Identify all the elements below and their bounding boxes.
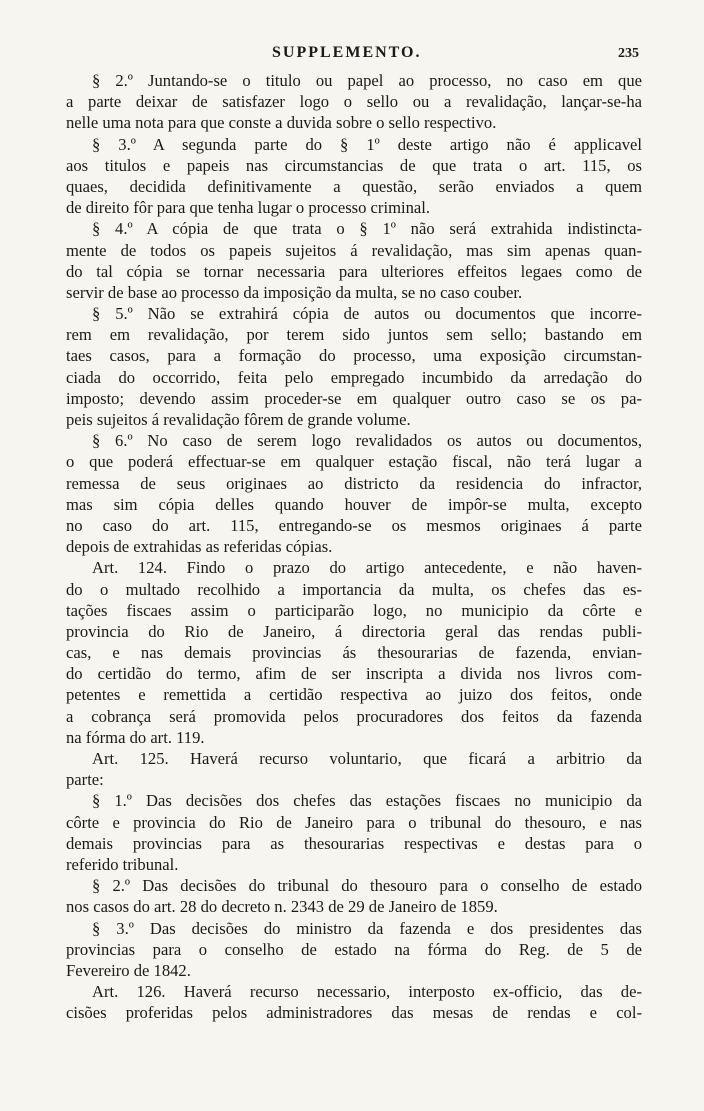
text-line: provincias para o conselho de estado na fórma do Reg. de 5 de <box>66 939 642 959</box>
text-line: § 4.º A cópia de que trata o § 1º não será extrahida indistincta- <box>92 219 642 239</box>
text-line: taes casos, para a formação do processo, uma exposição circumstan- <box>66 346 642 366</box>
text-line: Fevereiro de 1842. <box>66 960 191 980</box>
text-line: ciada do occorrido, feita pelo empregado incumbido da arredação do <box>66 367 642 387</box>
text-line: Art. 126. Haverá recurso necessario, interposto ex-officio, das de- <box>92 982 642 1002</box>
page-header <box>0 40 704 68</box>
text-line: na fórma do art. 119. <box>66 727 205 747</box>
text-line: referido tribunal. <box>66 854 179 874</box>
text-line: no caso do art. 115, entregando-se os mesmos originaes á parte <box>66 515 642 535</box>
text-line: mas sim cópia delles quando houver de impôr-se multa, excepto <box>66 494 642 514</box>
text-line: do o multado recolhido a importancia da multa, os chefes das es- <box>66 579 642 599</box>
text-line: aos titulos e papeis nas circumstancias de que trata o art. 115, os <box>66 155 642 175</box>
text-line: depois de extrahidas as referidas cópias. <box>66 537 333 557</box>
text-line: a parte deixar de satisfazer logo o sello ou a revalidação, lançar-se-ha <box>66 92 642 112</box>
text-line: parte: <box>66 770 104 790</box>
text-line: côrte e provincia do Rio de Janeiro para o tribunal do thesouro, e nas <box>66 812 642 832</box>
text-line: a cobrança será promovida pelos procuradores dos feitos da fazenda <box>66 706 642 726</box>
text-line: petentes e remettida a certidão respectiva ao juizo dos feitos, onde <box>66 685 642 705</box>
text-line: § 5.º Não se extrahirá cópia de autos ou documentos que incorre- <box>92 304 642 324</box>
text-line: § 2.º Juntando-se o titulo ou papel ao processo, no caso em que <box>92 71 642 90</box>
text-line: quaes, decidida definitivamente a questão, serão enviados a quem <box>66 176 642 196</box>
text-line: o que poderá effectuar-se em qualquer estação fiscal, não terá lugar a <box>66 452 642 472</box>
text-line: servir de base ao processo da imposição da multa, se no caso couber. <box>66 282 523 302</box>
page-number: 235 <box>618 46 639 61</box>
text-line: do certidão do termo, afim de ser inscripta a divida nos livros com- <box>66 664 642 684</box>
text-line: Art. 125. Haverá recurso voluntario, que ficará a arbitrio da <box>92 749 642 768</box>
text-line: rem em revalidação, por terem sido juntos sem sello; bastando em <box>66 325 642 345</box>
text-line: cas, e nas demais provincias ás thesourarias de fazenda, envian- <box>66 643 642 663</box>
text-line: de direito fôr para que tenha lugar o processo criminal. <box>66 198 431 218</box>
text-line: nos casos do art. 28 do decreto n. 2343 de 29 de Janeiro de 1859. <box>66 897 498 917</box>
text-line: mente de todos os papeis sujeitos á revalidação, mas sim apenas quan- <box>66 240 642 260</box>
text-line: nelle uma nota para que conste a duvida sobre o sello respectivo. <box>66 113 497 133</box>
text-line: cisões proferidas pelos administradores das mesas de rendas e col- <box>66 1003 642 1023</box>
text-line: § 3.º A segunda parte do § 1º deste artigo não é applicavel <box>92 134 642 154</box>
body-text <box>66 70 642 1023</box>
text-line: remessa de seus originaes ao districto da residencia do infractor, <box>66 473 642 493</box>
text-line: § 2.º Das decisões do tribunal do thesouro para o conselho de estado <box>92 876 642 896</box>
text-line: § 3.º Das decisões do ministro da fazenda e dos presidentes das <box>92 918 642 938</box>
text-line: peis sujeitos á revalidação fôrem de grande volume. <box>66 410 411 429</box>
text-line: do tal cópia se tornar necessaria para ulteriores effeitos legaes como de <box>66 261 642 281</box>
text-line: imposto; devendo assim proceder-se em qualquer outro caso se os pa- <box>66 388 642 408</box>
text-line: demais provincias para as thesourarias respectivas e destas para o <box>66 833 642 853</box>
running-title: SUPPLEMENTO. <box>272 44 422 61</box>
text-line: § 6.º No caso de serem logo revalidados os autos ou documentos, <box>92 431 642 451</box>
text-line: tações fiscaes assim o participarão logo, no municipio da côrte e <box>66 600 642 620</box>
text-line: provincia do Rio de Janeiro, á directoria geral das rendas publi- <box>66 621 642 641</box>
text-line: Art. 124. Findo o prazo do artigo antecedente, e não haven- <box>92 558 642 578</box>
text-line: § 1.º Das decisões dos chefes das estações fiscaes no municipio da <box>92 791 642 811</box>
